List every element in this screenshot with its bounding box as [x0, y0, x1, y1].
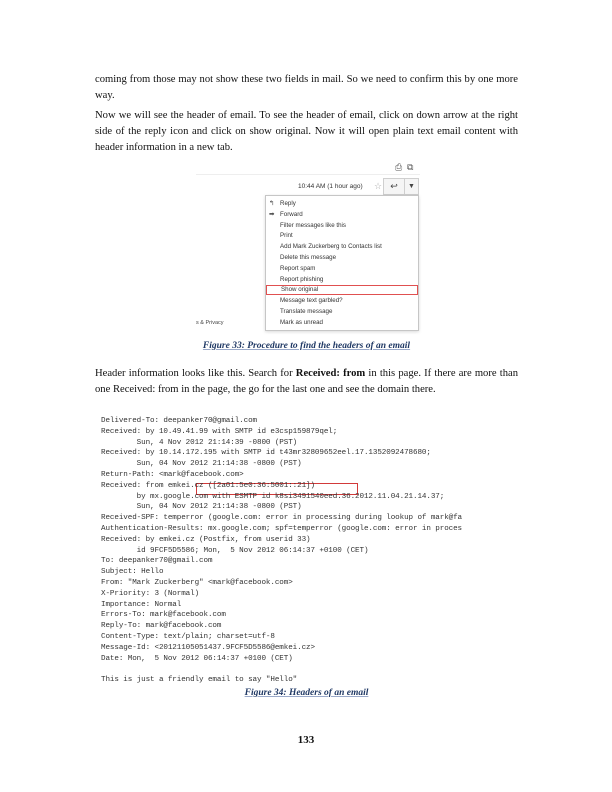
header-line: Delivered-To: deepanker70@gmail.com — [101, 417, 257, 425]
header-line: From: "Mark Zuckerberg" <mark@facebook.com> — [101, 579, 293, 587]
menu-item-label: Report phishing — [280, 275, 324, 283]
more-options-button[interactable] — [404, 178, 419, 195]
header-line: Return-Path: <mark@facebook.com> — [101, 471, 244, 479]
menu-item-label: Add Mark Zuckerberg to Contacts list — [280, 243, 382, 251]
privacy-link[interactable]: s & Privacy — [196, 320, 224, 326]
header-divider — [196, 174, 420, 175]
header-line: Errors-To: mark@facebook.com — [101, 611, 226, 620]
header-line: Received: by emkei.cz (Postfix, from userid 33) — [101, 535, 311, 544]
menu-item[interactable] — [266, 275, 418, 285]
menu-item-label: Show original — [281, 286, 319, 294]
menu-item[interactable] — [266, 307, 418, 317]
header-line: Message-Id: <20121105051437.9FCF5D5586@emkei.cz> — [101, 643, 315, 652]
menu-item[interactable] — [266, 210, 418, 220]
header-line: X-Priority: 3 (Normal) — [101, 589, 200, 598]
figure-33-caption: Figure 33: Procedure to find the headers of an email — [202, 341, 411, 351]
header-line: Sun, 04 Nov 2012 21:14:38 -0800 (PST) — [101, 503, 302, 512]
header-line: Importance: Normal — [101, 600, 182, 609]
header-line: id 9FCF5D5586; Mon, 5 Nov 2012 06:14:37 +0100 (CET) — [101, 546, 369, 555]
figure-33-gmail-menu — [196, 160, 420, 330]
reply-icon: ↰ — [269, 200, 275, 207]
reply-button[interactable] — [383, 178, 405, 195]
new-window-icon[interactable]: ⧉ — [407, 162, 414, 172]
menu-item-label: Print — [280, 232, 293, 240]
header-line: Sun, 4 Nov 2012 21:14:39 -0800 (PST) — [101, 438, 298, 447]
menu-item[interactable] — [266, 253, 418, 263]
page-number: 133 — [297, 734, 315, 746]
forward-icon: ➡ — [269, 210, 275, 218]
reply-icon: ↩ — [390, 181, 398, 191]
menu-item-label: Forward — [280, 210, 303, 218]
header-line: To: deepanker70@gmail.com — [101, 557, 213, 566]
header-line: This is just a friendly email to say "Hello" — [101, 676, 298, 685]
header-line: Authentication-Results: mx.google.com; spf=temperror (google.com: error in proces — [101, 525, 463, 533]
header-line: Sun, 04 Nov 2012 21:14:38 -0800 (PST) — [101, 460, 302, 469]
figure-34-caption: Figure 34: Headers of an email — [244, 688, 369, 698]
menu-item[interactable] — [266, 264, 418, 274]
menu-item[interactable] — [266, 242, 418, 252]
menu-item[interactable] — [266, 231, 418, 241]
menu-item[interactable] — [266, 221, 418, 231]
menu-item[interactable] — [266, 199, 418, 209]
menu-item-label: Mark as unread — [280, 318, 323, 326]
menu-item-label: Delete this message — [280, 254, 337, 261]
para-info-before: Header information looks like this. Search for — [95, 368, 296, 379]
header-line: Received: by 10.49.41.99 with SMTP id e3csp159879qel; — [101, 427, 338, 436]
header-line: by mx.google.com with ESMTP id k8si3491540eed.36.2012.11.04.21.14.37; — [101, 492, 445, 501]
menu-item[interactable] — [266, 296, 418, 306]
menu-item-label: Message text garbled? — [280, 297, 343, 305]
print-icon[interactable]: ⎙ — [395, 162, 403, 172]
chevron-down-icon: ▼ — [408, 183, 415, 190]
header-line: Date: Mon, 5 Nov 2012 06:14:37 +0100 (CET) — [101, 654, 293, 663]
menu-item[interactable] — [266, 318, 418, 328]
message-actions-menu — [265, 195, 419, 331]
header-line: Content-Type: text/plain; charset=utf-8 — [101, 633, 275, 641]
message-time: 10:44 AM (1 hour ago) — [298, 183, 363, 190]
intro-paragraph: coming from those may not show these two fields in mail. So we need to confirm this by one more way. — [95, 74, 518, 101]
header-info-paragraph — [95, 366, 518, 398]
para-info-bold: Received: from — [295, 368, 366, 379]
header-line: Received: by 10.14.172.195 with SMTP id t43mr32809652eel.17.1352092478680; — [101, 449, 431, 458]
para-info-after: in this page. If there are more than one Received: from in the page, the go for the last one and see the domain there. — [95, 368, 518, 395]
star-icon[interactable]: ☆ — [374, 181, 383, 191]
header-line: Subject: Hello — [101, 568, 164, 577]
menu-item-label: Filter messages like this — [280, 221, 347, 229]
menu-item[interactable] — [266, 285, 418, 295]
menu-item-label: Report spam — [280, 264, 316, 272]
header-instructions-paragraph: Now we will see the header of email. To see the header of email, click on down arrow at the right side of the reply icon and click on show original. Now it will open plain text email content with header information in a new tab. — [95, 110, 518, 153]
menu-item-label: Translate message — [280, 308, 333, 315]
header-line: Received: from emkei.cz ([2a01:5e0:36:5001::21]) — [101, 481, 315, 490]
menu-item-label: Reply — [280, 200, 296, 207]
figure-34-email-headers — [96, 412, 524, 685]
header-line: Reply-To: mark@facebook.com — [101, 622, 222, 631]
header-line: Received-SPF: temperror (google.com: error in processing during lookup of mark@fa — [101, 514, 463, 523]
